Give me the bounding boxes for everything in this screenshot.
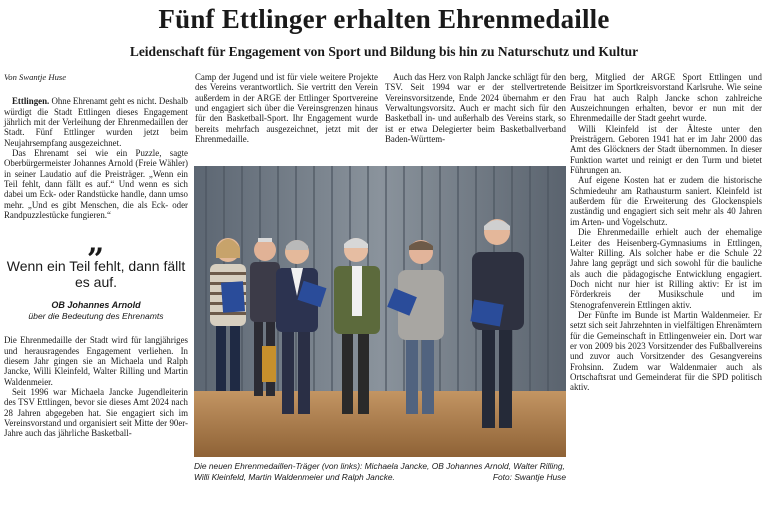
quote-text: Wenn ein Teil fehlt, dann fällt es auf. <box>6 258 186 291</box>
dateline: Ettlingen. <box>12 96 50 107</box>
paragraph-walter: Die Ehrenmedaille erhielt auch der ehemalige Leiter des Heisenberg-Gymnasiums in Ettlingen, Walter Rilling. Als solcher habe er die Schule 22 Jahre lang geprägt und sich sowohl für die bauliche als auch die pädagogische Entwicklung engagiert. Doch nicht nur hier ist Rilling aktiv: Er ist im Förderkreis der Musikschule und im Stenografenverein Ettlingen aktiv. <box>570 227 762 310</box>
quote-role: über die Bedeutung des Ehrenamts <box>28 310 164 321</box>
paragraph-ralph: Auch das Herz von Ralph Jancke schlägt für den TSV. Seit 1994 war er der stellvertretende Vereinsvorsitzende, Ende 2024 übernahm er den Verwaltungsvorsitz. Auch er macht sich für den Basketball in- und außerhalb des Vereins stark, so ist er etwa Delegierter beim Basketballverband Baden-Württem- <box>385 72 567 145</box>
paragraph-martin: Der Fünfte im Bunde ist Martin Waldenmeier. Er setzt sich seit Jahrzehnten in vielfältigen Ehrenämtern für die Gemeinschaft in Ettlingenweier ein. Dort war er von 2009 bis 2023 Vorsitzender des Fußballvereins und zuvor auch Vorsitzender des Gesangvereins Frohsinn. Zudem war Waldenmaier auch als Ortschaftsrat und Gemeinderat für die SPD politisch aktiv. <box>570 309 762 393</box>
group-photo-illustration <box>194 166 566 457</box>
paragraph-intro <box>4 96 188 148</box>
byline: Von Swantje Huse <box>4 72 67 82</box>
paragraph-recipients: Die Ehrenmedaille der Stadt wird für langjähriges und herausragendes Engagement verliehen. In diesem Jahr gingen sie an Michaela und Ralph Jancke, Willi Kleinfeld, Walter Rilling und Martin Waldenmeier. <box>4 335 188 387</box>
quote-mark-icon: „ <box>87 225 105 261</box>
article-column-4 <box>570 72 762 393</box>
quote-author: OB Johannes Arnold <box>51 300 141 311</box>
pull-quote <box>4 225 188 321</box>
group-photo <box>194 166 566 457</box>
paragraph-michaela: Seit 1996 war Michaela Jancke Jugendleiterin des TSV Ettlingen, bevor sie dieses Amt 2024 nach 28 Jahren abgegeben hat. Sie engagiert sich im Vereinsvorstand und organisiert seit Mitte der 90er-Jahre auch das jährliche Basketball- <box>4 386 188 439</box>
photo-caption <box>194 461 566 482</box>
article-column-3 <box>385 72 566 144</box>
paragraph-ralph-cont: berg, Mitglied der ARGE Sport Ettlingen und Beisitzer im Sportkreisvorstand Karlsruhe. Wie seine Frau hat auch Ralph Jancke schon zahlreiche Auszeichnungen erhalten, bevor er nun mit der Ehrenmedaille der Stadt geehrt wurde. <box>570 72 762 124</box>
photo-credit: Foto: Swantje Huse <box>492 471 566 482</box>
article-column-2 <box>195 72 378 144</box>
paragraph-michaela-cont: Camp der Jugend und ist für viele weitere Projekte des Vereins verantwortlich. Sie vertritt den Verein außerdem in der ARGE der Ettlinger Sportvereine und engagiert sich über die Vereinsgrenzen hinaus für den Basketball-Sport. Ihr Engagement wurde bereits mehrfach ausgezeichnet, jetzt mit der Ehrenmedaille. <box>195 72 378 145</box>
headline: Fünf Ettlinger erhalten Ehrenmedaille <box>158 4 610 34</box>
paragraph-willi: Willi Kleinfeld ist der Älteste unter den Preisträgern. Geboren 1941 hat er im Jahr 2000 das Amt des Glöckners der Stadt übernommen. In dieser Funktion wartet und reinigt er den Turm und bietet Führungen an. <box>570 123 762 176</box>
subheadline: Leidenschaft für Engagement von Sport und Bildung bis hin zu Naturschutz und Kultur <box>129 44 639 59</box>
caption-text: Die neuen Ehrenmedaillen-Träger (von links): Michaela Jancke, OB Johannes Arnold, Walter Rilling, Willi Kleinfeld, Martin Waldenmeier und Ralph Jancke. <box>194 461 565 482</box>
paragraph-willi-2: Auf eigene Kosten hat er zudem die historische Schmiedeuhr am Rathausturm saniert. Kleinfeld ist außerdem für die Erweiterung des Glockenspiels zuständig und engagiert sich seit mehr als 40 Jahren im Arten- und Vogelschutz. <box>570 175 762 227</box>
intro-text: Ohne Ehrenamt geht es nicht. Deshalb würdigt die Stadt Ettlingen dieses Engagement jährlich mit der Verleihung der Ehrenmedaillen der Stadt. Fünf Ettlinger wurden jetzt beim Neujahrsempfang ausgezeichnet. <box>4 96 188 148</box>
paragraph-puzzle: Das Ehrenamt sei wie ein Puzzle, sagte Oberbürgermeister Johannes Arnold (Freie Wähler) in seiner Laudatio auf die Preisträger. „Wenn ein Teil fehlt, dann fällt es auf.“ Und wenn es sich dabei um Eck- oder Randstücke handle, dann umso mehr. „Und es gibt Menschen, die als Eck- oder Randpuzzlestücke fungieren.“ <box>4 148 188 221</box>
article-column-1 <box>4 72 188 439</box>
